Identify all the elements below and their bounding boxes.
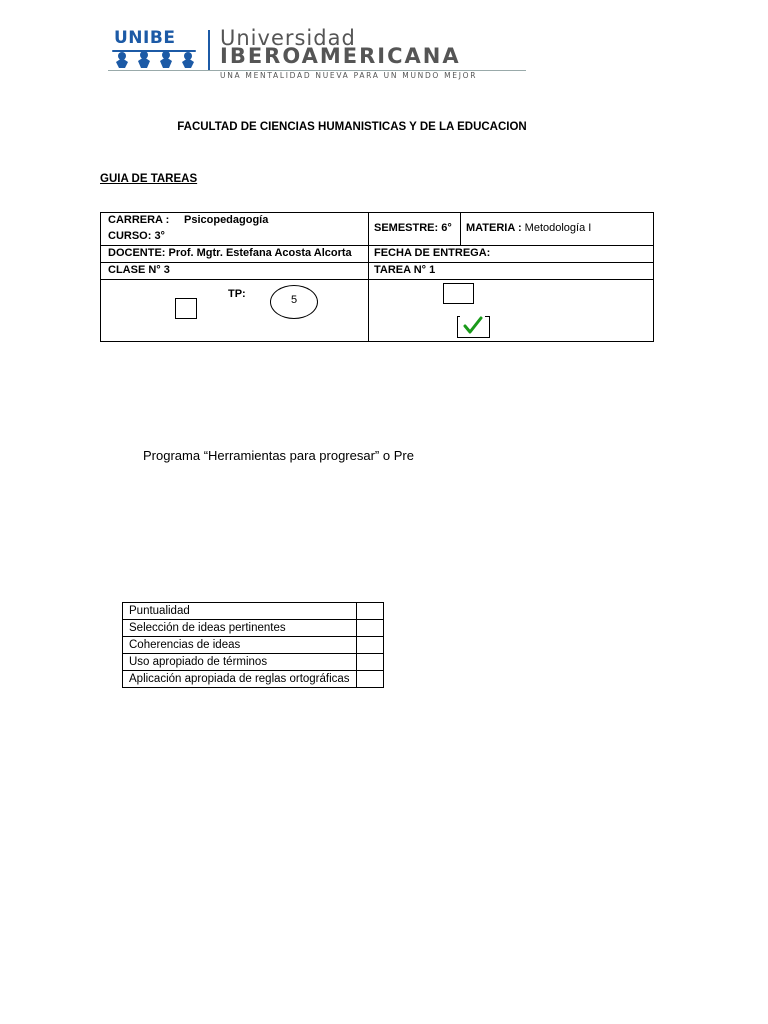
checkbox-checked[interactable] — [457, 316, 490, 338]
carrera-value: Psicopedagogía — [184, 214, 269, 226]
tp-score-value: 5 — [290, 294, 298, 306]
criteria-row — [123, 603, 384, 620]
logo-name-line1: Universidad — [220, 26, 356, 50]
checkbox-empty[interactable] — [175, 298, 197, 319]
criteria-score-cell[interactable] — [356, 620, 383, 637]
criteria-row — [123, 671, 384, 688]
criteria-row — [123, 654, 384, 671]
materia-value: Metodología I — [524, 222, 592, 234]
table-divider — [100, 245, 653, 246]
criteria-score-cell[interactable] — [356, 603, 383, 620]
materia-field — [466, 222, 591, 234]
semestre-label: SEMESTRE: 6° — [374, 222, 452, 234]
clase-label: CLASE N° 3 — [108, 264, 170, 276]
criteria-label: Puntualidad — [123, 603, 357, 620]
criteria-score-cell[interactable] — [356, 637, 383, 654]
guide-title: GUIA DE TAREAS — [100, 173, 198, 185]
criteria-score-cell[interactable] — [356, 671, 383, 688]
materia-label: MATERIA : — [466, 222, 522, 234]
university-logo — [108, 28, 528, 82]
logo-name-line2: IBEROAMERICANA — [220, 44, 461, 68]
table-divider — [100, 262, 653, 263]
programa-text: Programa “Herramientas para progresar” o Pre — [143, 448, 414, 463]
fecha-entrega-label: FECHA DE ENTREGA: — [374, 247, 491, 259]
tarea-label: TAREA N° 1 — [374, 264, 436, 276]
carrera-label: CARRERA : — [108, 214, 170, 226]
logo-tagline: UNA MENTALIDAD NUEVA PARA UN MUNDO MEJOR — [220, 71, 478, 80]
docente-label: DOCENTE: Prof. Mgtr. Estefana Acosta Alcorta — [108, 247, 352, 259]
criteria-label: Selección de ideas pertinentes — [123, 620, 357, 637]
checkmark-icon — [457, 316, 488, 336]
criteria-table — [122, 602, 384, 688]
curso-label: CURSO: 3° — [108, 230, 165, 242]
criteria-label: Aplicación apropiada de reglas ortográficas — [123, 671, 357, 688]
table-divider — [368, 212, 369, 341]
faculty-title: FACULTAD DE CIENCIAS HUMANISTICAS Y DE LA EDUCACION — [177, 121, 527, 133]
table-divider — [100, 279, 653, 280]
logo-divider — [208, 30, 210, 70]
criteria-label: Uso apropiado de términos — [123, 654, 357, 671]
tp-label: TP: — [228, 288, 246, 300]
info-table — [100, 212, 653, 341]
criteria-row — [123, 637, 384, 654]
criteria-label: Coherencias de ideas — [123, 637, 357, 654]
criteria-score-cell[interactable] — [356, 654, 383, 671]
logo-short-name: UNIBE — [114, 28, 176, 48]
table-divider — [460, 212, 461, 245]
criteria-row — [123, 620, 384, 637]
checkbox-empty[interactable] — [443, 283, 474, 304]
